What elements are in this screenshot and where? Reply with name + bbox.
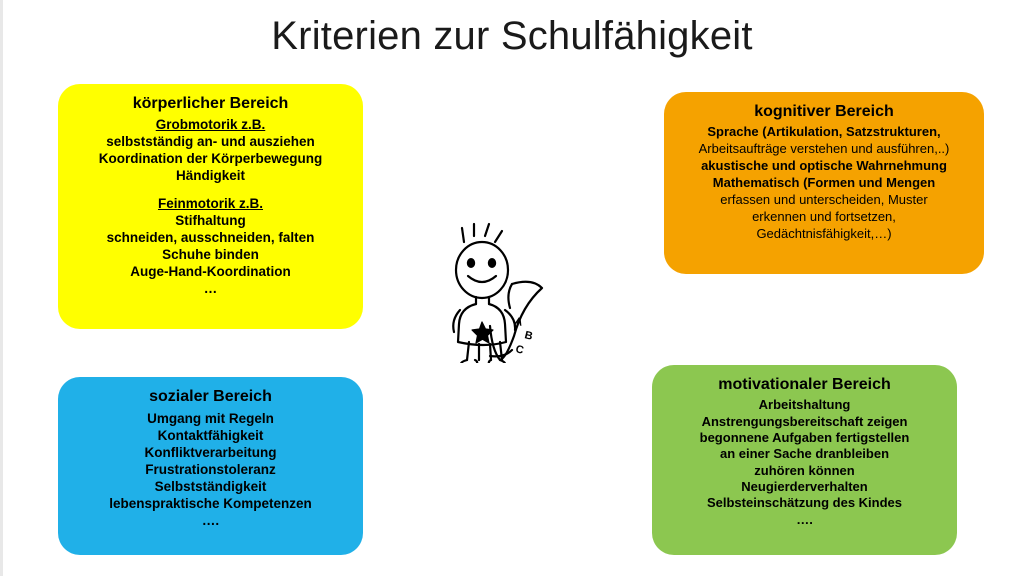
cone-letter: A [513,315,524,329]
box-sozialer-bereich [58,377,363,555]
box-line: begonnene Aufgaben fertigstellen [699,429,910,445]
box-line: Selbstständigkeit [154,479,267,495]
box-line: erfassen und unterscheiden, Muster [720,191,928,207]
box-line: selbstständig an- und ausziehen [106,134,315,150]
box-line: Mathematisch (Formen und Mengen [712,174,936,190]
cone-letter: B [523,329,534,343]
page-title: Kriterien zur Schulfähigkeit [271,14,753,58]
box-line: …. [201,513,220,529]
box-line: schneiden, ausschneiden, falten [106,230,315,246]
box-line: … [203,281,218,297]
cone-letter: C [514,343,525,357]
box-heading: körperlicher Bereich [132,95,289,112]
box-line: Umgang mit Regeln [147,411,274,427]
box-line: Schuhe binden [162,247,259,263]
box-line: Neugierderverhalten [741,479,868,495]
box-line: erkennen und fortsetzen, [752,208,896,224]
box-line: Arbeitshaltung [758,397,851,413]
box-line: Arbeitsaufträge verstehen und ausführen,..) [698,141,950,157]
box-heading: kognitiver Bereich [754,103,894,120]
box-line: Konfliktverarbeitung [144,445,277,461]
box-line: Auge-Hand-Koordination [130,264,291,280]
box-line: Gedächtnisfähigkeit,…) [756,225,892,241]
box-motivationaler-bereich [652,365,957,555]
box-line: an einer Sache dranbleiben [719,446,890,462]
box-kognitiver-bereich [664,92,984,274]
box-line: lebenspraktische Kompetenzen [109,496,312,512]
box-line: akustische und optische Wahrnehmung [701,157,947,173]
box-heading: motivationaler Bereich [718,376,891,393]
box-line: Stifhaltung [175,213,246,229]
box-line: Kontaktfähigkeit [157,428,264,444]
box-koerperlicher-bereich [58,84,363,329]
box-line: …. [796,511,813,527]
box-heading: sozialer Bereich [149,388,272,405]
box-line: Anstrengungsbereitschaft zeigen [701,413,908,429]
box-line: Grobmotorik z.B. [155,117,266,133]
box-line: Koordination der Körperbewegung [98,151,323,167]
box-line: Sprache (Artikulation, Satzstrukturen, [707,124,941,140]
box-line: Feinmotorik z.B. [157,196,263,212]
box-line: Frustrationstoleranz [145,462,276,478]
box-line-spacer [70,184,351,195]
child-with-school-cone-icon [432,218,572,363]
box-line: zuhören können [754,462,855,478]
box-line: Händigkeit [175,168,245,184]
box-line: Selbsteinschätzung des Kindes [706,495,903,511]
